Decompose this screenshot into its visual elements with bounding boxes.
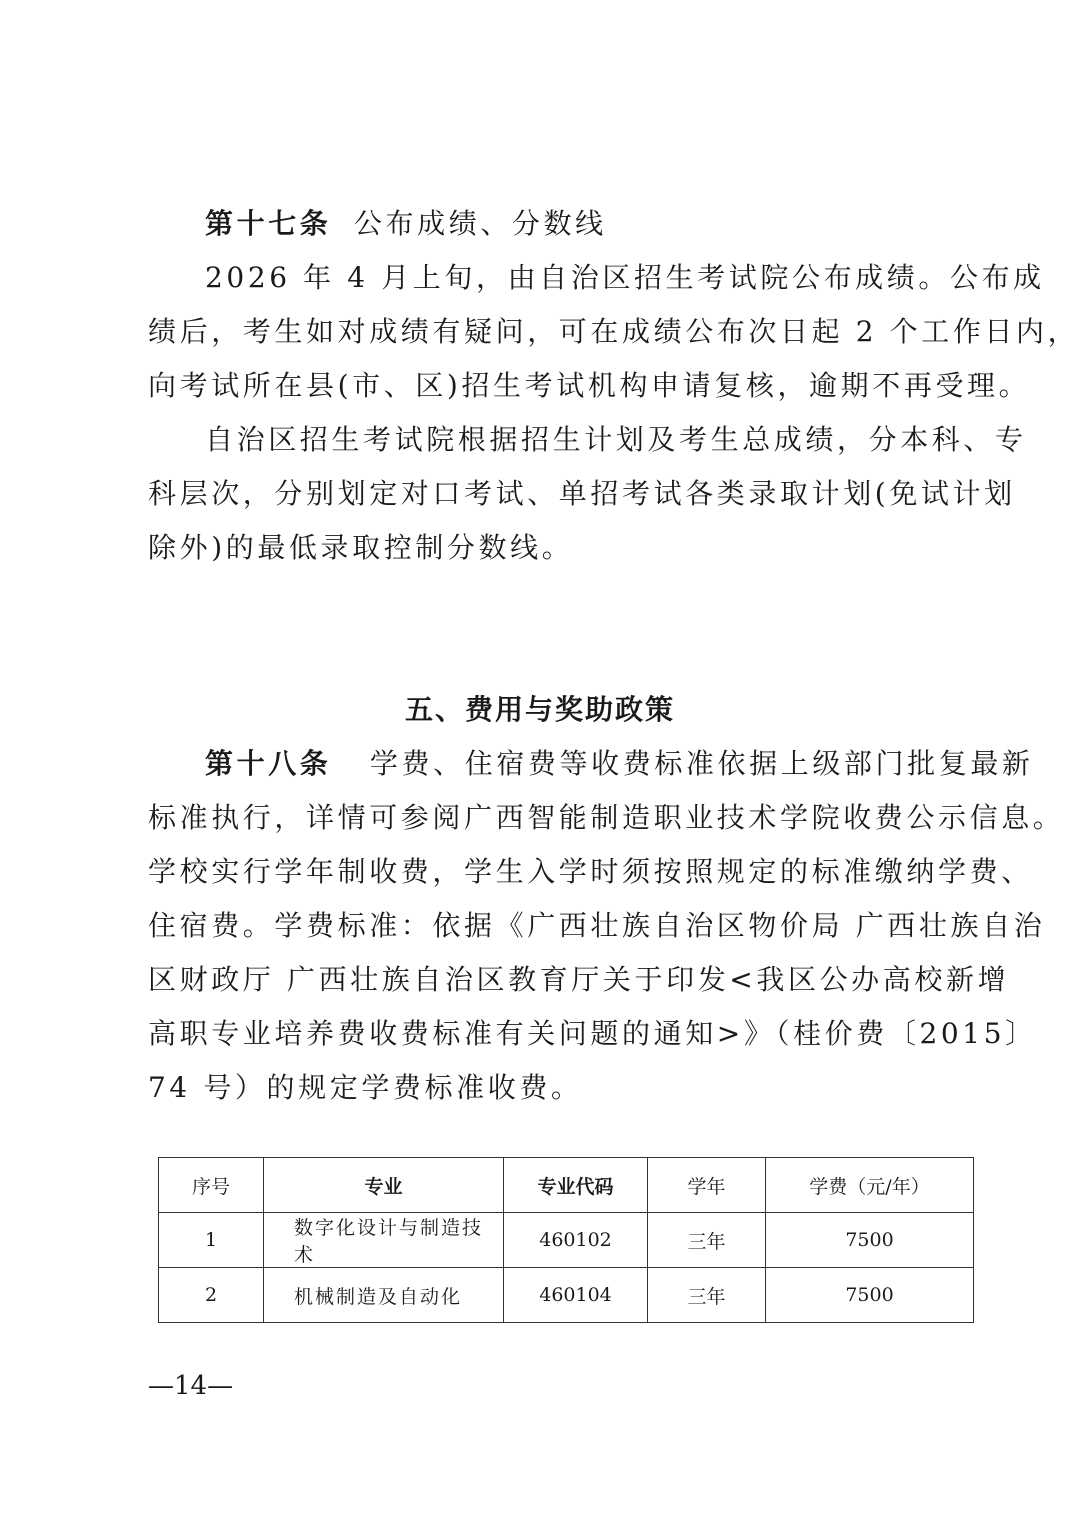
cell-major-code: 460104 xyxy=(504,1268,648,1323)
header-tuition: 学费（元/年） xyxy=(766,1158,974,1213)
section-5-heading: 五、费用与奖助政策 xyxy=(404,693,675,726)
table-row xyxy=(159,1213,974,1268)
paragraph-line: 绩后，考生如对成绩有疑问，可在成绩公布次日起 2 个工作日内， xyxy=(148,315,1080,348)
paragraph-line: 住宿费。学费标准：依据《广西壮族自治区物价局 广西壮族自治 xyxy=(148,909,1046,942)
cell-major: 机械制造及自动化 xyxy=(264,1268,504,1323)
article-17-title: 第十七条 xyxy=(205,207,332,240)
header-duration: 学年 xyxy=(648,1158,766,1213)
paragraph-line: 区财政厅 广西壮族自治区教育厅关于印发<我区公办高校新增 xyxy=(148,963,1010,996)
fee-table xyxy=(158,1157,974,1323)
paragraph-line: 向考试所在县(市、区)招生考试机构申请复核，逾期不再受理。 xyxy=(148,369,1031,402)
page-number: —14— xyxy=(148,1371,234,1401)
article-18-heading xyxy=(205,746,1034,782)
paragraph-line: 2026 年 4 月上旬，由自治区招生考试院公布成绩。公布成 xyxy=(205,261,1045,294)
paragraph-line: 学费、住宿费等收费标准依据上级部门批复最新 xyxy=(369,747,1034,780)
paragraph-line: 74 号）的规定学费标准收费。 xyxy=(148,1071,583,1104)
cell-major-code: 460102 xyxy=(504,1213,648,1268)
header-major: 专业 xyxy=(264,1158,504,1213)
paragraph-line: 高职专业培养费收费标准有关问题的通知>》（桂价费〔2015〕 xyxy=(148,1017,1037,1050)
cell-index: 2 xyxy=(159,1268,264,1323)
paragraph-line: 除外)的最低录取控制分数线。 xyxy=(148,531,574,564)
article-17-heading xyxy=(205,206,1005,242)
paragraph-line: 学校实行学年制收费，学生入学时须按照规定的标准缴纳学费、 xyxy=(148,855,1033,888)
cell-duration: 三年 xyxy=(648,1213,766,1268)
table-header-row xyxy=(159,1158,974,1213)
cell-tuition: 7500 xyxy=(766,1268,974,1323)
cell-major: 数字化设计与制造技术 xyxy=(264,1213,504,1268)
paragraph-line: 科层次，分别划定对口考试、单招考试各类录取计划(免试计划 xyxy=(148,477,1016,510)
cell-tuition: 7500 xyxy=(766,1213,974,1268)
cell-duration: 三年 xyxy=(648,1268,766,1323)
table-row xyxy=(159,1268,974,1323)
article-18-title: 第十八条 xyxy=(205,747,332,780)
header-major-code: 专业代码 xyxy=(504,1158,648,1213)
article-17-subtitle: 公布成绩、分数线 xyxy=(353,207,607,240)
cell-index: 1 xyxy=(159,1213,264,1268)
paragraph-line: 自治区招生考试院根据招生计划及考生总成绩，分本科、专 xyxy=(205,423,1027,456)
paragraph-line: 标准执行，详情可参阅广西智能制造职业技术学院收费公示信息。 xyxy=(148,801,1065,834)
header-index: 序号 xyxy=(159,1158,264,1213)
